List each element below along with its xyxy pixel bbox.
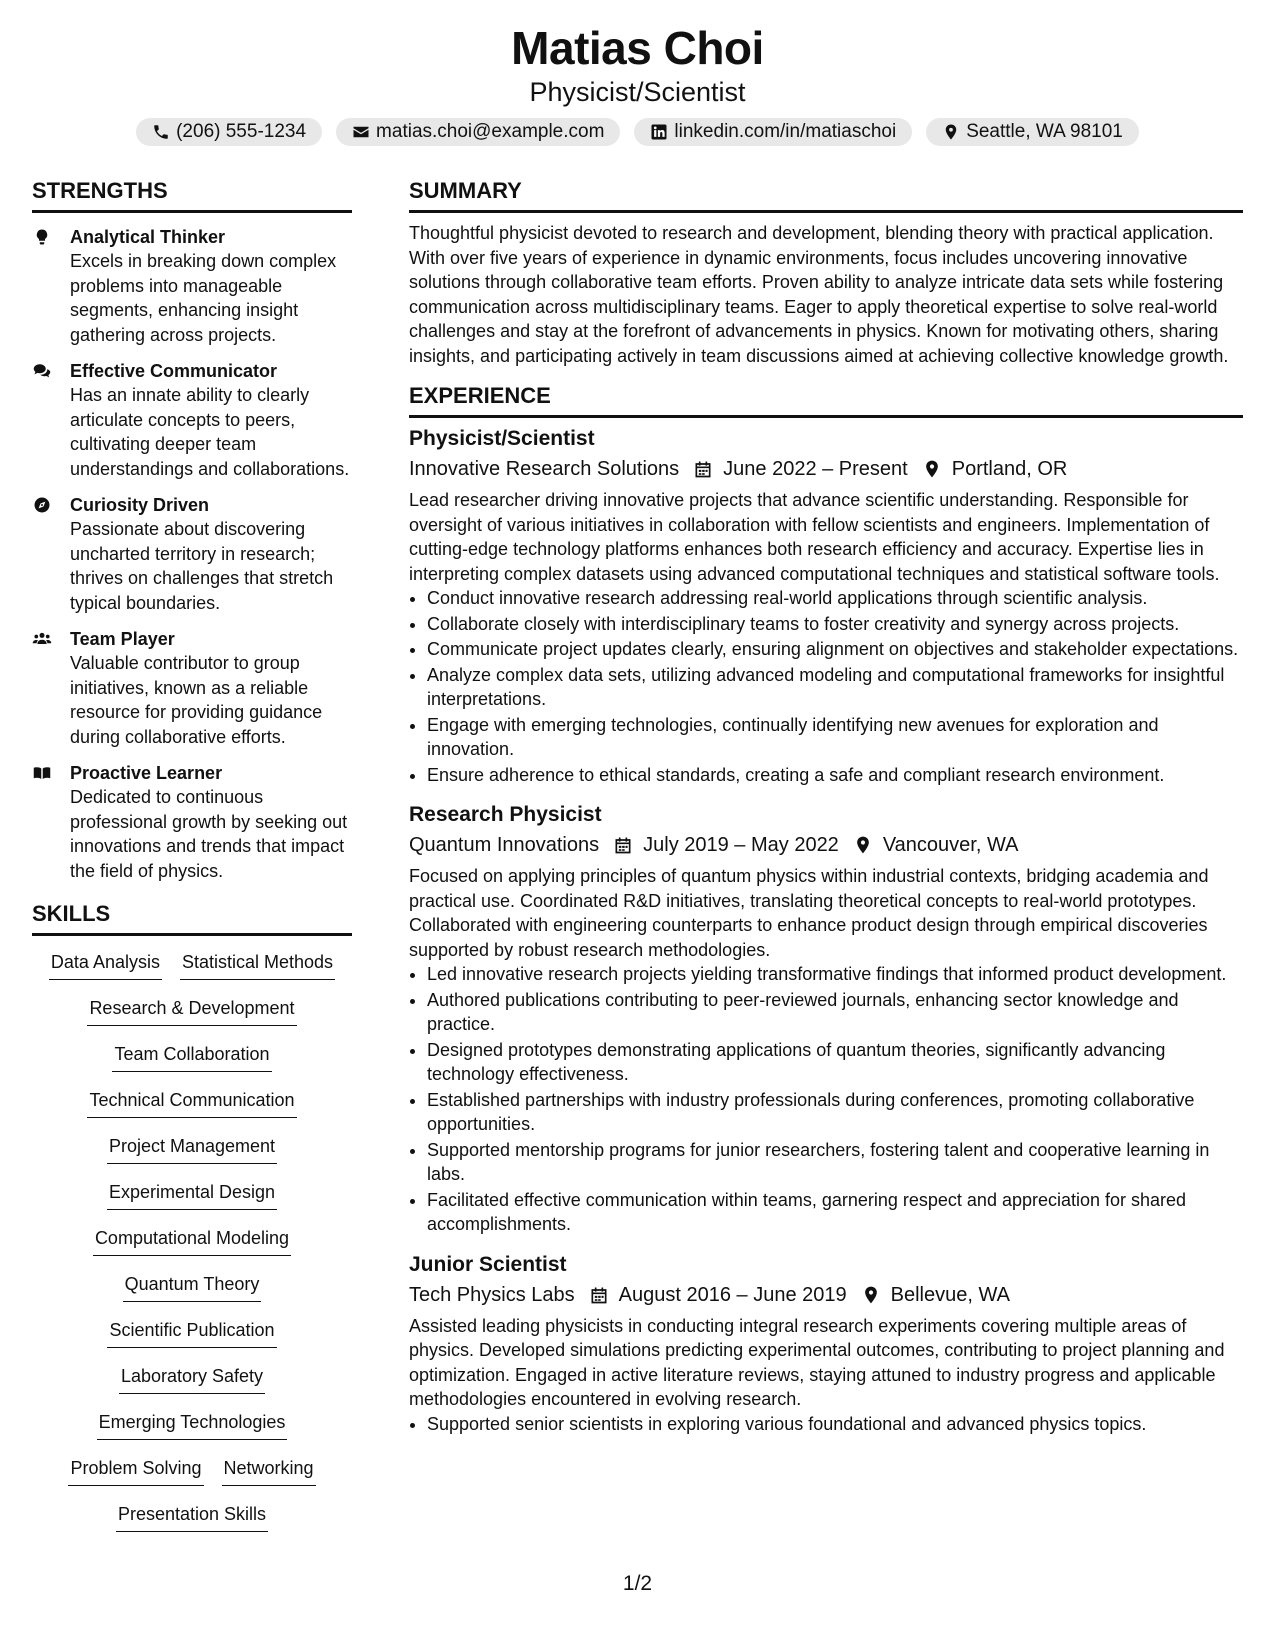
job-bullet: • Designed prototypes demonstrating applications of quantum theories, significantly advancing technology effectiveness. (427, 1038, 1243, 1087)
job-bullets (409, 1412, 1243, 1437)
strength-item (32, 627, 352, 749)
job-bullet: • Supported mentorship programs for junior researchers, fostering talent and cooperative learning in labs. (427, 1138, 1243, 1187)
candidate-name: Matias Choi (511, 22, 764, 74)
skill-tag: Networking (222, 1452, 316, 1486)
skill-tag: Team Collaboration (112, 1038, 271, 1072)
skills-heading: SKILLS (32, 899, 352, 936)
phone-icon (152, 123, 170, 141)
job-location: Vancouver, WA (882, 834, 1019, 856)
job-meta (409, 454, 1243, 484)
skill-tag: Quantum Theory (123, 1268, 262, 1302)
strengths-list (32, 225, 352, 883)
skill-tag: Scientific Publication (107, 1314, 276, 1348)
map-pin-icon (922, 459, 942, 479)
lightbulb-icon (32, 228, 52, 246)
right-column (409, 176, 1243, 1437)
job-description: Lead researcher driving innovative projects that advance scientific understanding. Responsible for oversight of various initiatives in collaboration with fellow scientists and engineers. Implementation of cutting-edge technology platforms enhances both research efficiency and accuracy. Expertise lies in interpreting complex datasets using advanced computational techniques and statistical software tools. (409, 490, 1220, 584)
job-meta (409, 1280, 1243, 1310)
strength-name: Team Player (70, 629, 175, 649)
job-dates: July 2019 – May 2022 (643, 834, 839, 856)
strength-desc: Valuable contributor to group initiatives, known as a reliable resource for providing guidance during collaborative efforts. (70, 653, 323, 747)
job-bullet: • Facilitated effective communication within teams, garnering respect and appreciation for shared accomplishments. (427, 1188, 1243, 1237)
job-entry (409, 1250, 1243, 1437)
skill-tag: Project Management (107, 1130, 277, 1164)
calendar-icon (613, 835, 633, 855)
job-location: Bellevue, WA (890, 1283, 1010, 1306)
skill-tag: Experimental Design (107, 1176, 277, 1210)
contact-bar (0, 118, 1275, 146)
page-number: 1/2 (622, 1572, 653, 1595)
strength-desc: Passionate about discovering uncharted territory in research; thrives on challenges that stretch typical boundaries. (70, 519, 334, 613)
skill-tag: Laboratory Safety (119, 1360, 265, 1394)
summary-text: Thoughtful physicist devoted to research and development, blending theory with practical application. With over five years of experience in dynamic environments, focus includes uncovering innovative solutions through collaborative team efforts. Proven ability to analyze intricate data sets while fostering communication across multidisciplinary teams. Eager to apply theoretical expertise to solve real-world challenges and stay at the forefront of advancements in physics. Known for motivating others, sharing insights, and participating actively in team discussions aimed at achieving collective knowledge growth. (409, 223, 1229, 366)
skill-tag: Problem Solving (68, 1452, 203, 1486)
comments-icon (32, 362, 52, 380)
job-bullets (409, 586, 1243, 787)
job-description: Assisted leading physicists in conducting integral research experiments covering multiple areas of physics. Developed simulations predicting experimental outcomes, contributing to project planning and optimization. Engaged in active literature reviews, staying attuned to industry progress and applicable methodologies encountered in evolving research. (409, 1315, 1225, 1409)
job-location: Portland, OR (951, 458, 1068, 480)
strength-name: Effective Communicator (70, 361, 278, 381)
job-entry (409, 424, 1243, 787)
strength-name: Proactive Learner (70, 763, 223, 783)
job-company: Innovative Research Solutions (409, 458, 680, 480)
skill-tag: Computational Modeling (93, 1222, 291, 1256)
email-text: matias.choi@example.com (376, 121, 605, 142)
skill-tag: Presentation Skills (116, 1498, 268, 1532)
calendar-icon (693, 459, 713, 479)
job-dates: August 2016 – June 2019 (618, 1283, 847, 1306)
map-pin-icon (861, 1285, 881, 1305)
jobs-list (409, 424, 1243, 1436)
strength-item (32, 225, 352, 347)
strength-item (32, 761, 352, 883)
linkedin-icon (650, 123, 668, 141)
users-icon (32, 630, 52, 648)
linkedin-text: linkedin.com/in/matiaschoi (674, 121, 897, 142)
job-bullet: • Collaborate closely with interdisciplinary teams to foster creativity and synergy across projects. (427, 612, 1243, 637)
strength-desc: Excels in breaking down complex problems into manageable segments, enhancing insight gathering across projects. (70, 251, 337, 345)
phone-chip[interactable] (136, 118, 322, 146)
summary-heading: SUMMARY (409, 176, 1243, 213)
email-chip[interactable] (336, 118, 620, 146)
map-pin-icon (942, 123, 960, 141)
job-entry (409, 800, 1243, 1237)
phone-text: (206) 555-1234 (176, 121, 307, 142)
job-company: Tech Physics Labs (409, 1283, 575, 1306)
strength-name: Analytical Thinker (70, 227, 226, 247)
job-bullet: • Established partnerships with industry professionals during conferences, promoting collaborative opportunities. (427, 1088, 1243, 1137)
strength-name: Curiosity Driven (70, 495, 210, 515)
job-bullet: • Supported senior scientists in exploring various foundational and advanced physics topics. (427, 1412, 1243, 1437)
job-bullet: • Ensure adherence to ethical standards, creating a safe and compliant research environment. (427, 763, 1243, 788)
strengths-heading: STRENGTHS (32, 176, 352, 213)
strength-desc: Has an innate ability to clearly articulate concepts to peers, cultivating deeper team understandings and collaborations. (70, 385, 350, 479)
skills-list (32, 946, 352, 1544)
job-title: Junior Scientist (409, 1252, 567, 1276)
linkedin-chip[interactable] (634, 118, 912, 146)
job-bullets (409, 962, 1243, 1237)
strength-item (32, 493, 352, 615)
job-bullet: • Authored publications contributing to peer-reviewed journals, enhancing sector knowledge and practice. (427, 988, 1243, 1037)
job-title: Research Physicist (409, 803, 602, 826)
compass-icon (32, 496, 52, 514)
skill-tag: Data Analysis (49, 946, 162, 980)
skill-tag: Emerging Technologies (97, 1406, 288, 1440)
location-text: Seattle, WA 98101 (966, 121, 1123, 142)
skill-tag: Research & Development (87, 992, 296, 1026)
map-pin-icon (853, 835, 873, 855)
experience-heading: EXPERIENCE (409, 381, 1243, 418)
strength-item (32, 359, 352, 481)
job-bullet: • Led innovative research projects yielding transformative findings that informed product development. (427, 962, 1243, 987)
job-dates: June 2022 – Present (723, 458, 908, 480)
job-meta (409, 830, 1243, 860)
resume-header (0, 20, 1275, 146)
skill-tag: Statistical Methods (180, 946, 335, 980)
book-icon (32, 764, 52, 782)
envelope-icon (352, 123, 370, 141)
job-description: Focused on applying principles of quantum physics within industrial contexts, bridging academia and practical use. Coordinated R&D initiatives, translating theoretical concepts to real-world prototypes. Collaborated with engineering counterparts to enhance product design through empirical discoveries supported by robust research methodologies. (409, 866, 1209, 960)
job-bullet: • Conduct innovative research addressing real-world applications through scientific analysis. (427, 586, 1243, 611)
candidate-title: Physicist/Scientist (529, 77, 746, 107)
job-bullet: • Engage with emerging technologies, continually identifying new avenues for exploration and innovation. (427, 713, 1243, 762)
job-company: Quantum Innovations (409, 834, 600, 856)
strength-desc: Dedicated to continuous professional growth by seeking out innovations and trends that impact the field of physics. (70, 787, 348, 881)
location-chip[interactable] (926, 118, 1139, 146)
skill-tag: Technical Communication (87, 1084, 296, 1118)
left-column (32, 176, 352, 1544)
job-bullet: • Communicate project updates clearly, ensuring alignment on objectives and stakeholder expectations. (427, 637, 1243, 662)
job-bullet: • Analyze complex data sets, utilizing advanced modeling and computational frameworks for insightful interpretations. (427, 663, 1243, 712)
job-title: Physicist/Scientist (409, 427, 595, 450)
calendar-icon (589, 1285, 609, 1305)
